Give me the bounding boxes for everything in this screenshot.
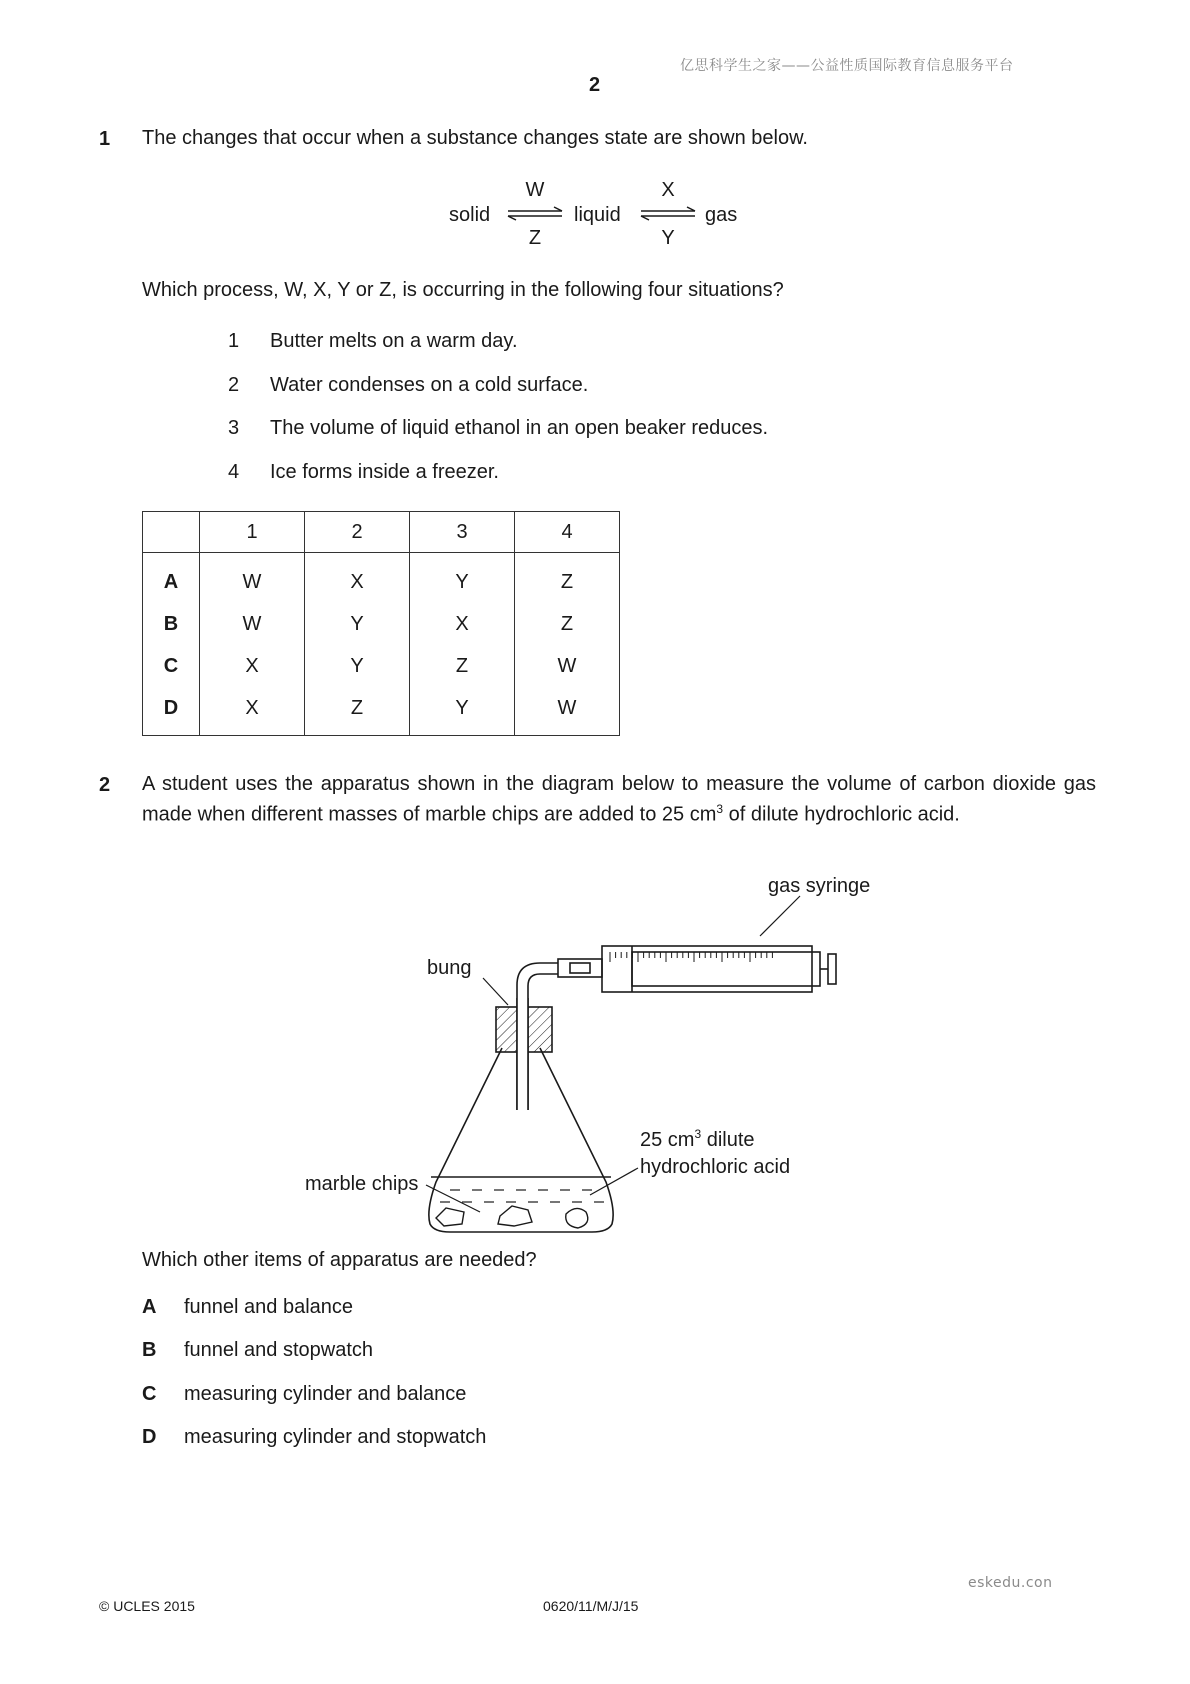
question-2-intro bbox=[142, 772, 1096, 828]
gas-syringe-label: gas syringe bbox=[768, 875, 871, 897]
table-cell: Y bbox=[305, 603, 410, 645]
option-letter: D bbox=[142, 1426, 157, 1448]
table-cell: Z bbox=[410, 645, 515, 687]
paper-code: 0620/11/M/J/15 bbox=[543, 1598, 639, 1614]
answer-table bbox=[142, 511, 620, 736]
table-cell: Z bbox=[515, 603, 620, 645]
acid-liquid bbox=[440, 1190, 604, 1202]
copyright: © UCLES 2015 bbox=[99, 1598, 195, 1614]
tube-connector bbox=[558, 959, 602, 977]
gas-syringe bbox=[602, 946, 836, 992]
table-cell: X bbox=[200, 687, 305, 736]
acid-label-line2: hydrochloric acid bbox=[640, 1156, 791, 1178]
state-gas: gas bbox=[705, 204, 738, 226]
table-cell: W bbox=[515, 687, 620, 736]
table-cell: X bbox=[305, 553, 410, 604]
option-text: funnel and balance bbox=[184, 1296, 354, 1318]
table-cell: W bbox=[200, 603, 305, 645]
situation-number: 2 bbox=[228, 374, 240, 396]
table-cell: Y bbox=[410, 687, 515, 736]
table-header-cell bbox=[143, 512, 200, 553]
situation-number: 4 bbox=[228, 461, 240, 483]
marble-chips-label: marble chips bbox=[305, 1173, 419, 1195]
table-cell: X bbox=[200, 645, 305, 687]
option-text: measuring cylinder and balance bbox=[184, 1383, 467, 1405]
option-text: funnel and stopwatch bbox=[184, 1339, 374, 1361]
table-header-cell: 2 bbox=[305, 512, 410, 553]
bung-label: bung bbox=[427, 957, 472, 979]
table-row bbox=[143, 603, 620, 645]
table-cell: Z bbox=[305, 687, 410, 736]
process-w-label: W bbox=[525, 179, 545, 201]
table-header-cell: 1 bbox=[200, 512, 305, 553]
superscript-3: 3 bbox=[716, 802, 724, 816]
option-letter: D bbox=[143, 687, 200, 736]
option-letter: C bbox=[142, 1383, 157, 1405]
site-watermark: eskedu.con bbox=[968, 1575, 1053, 1591]
apparatus-diagram bbox=[290, 870, 930, 1240]
table-row bbox=[143, 553, 620, 604]
situation-number: 3 bbox=[228, 417, 240, 439]
intro-text: A student uses the apparatus shown in the diagram below to measure the volume of carbon dioxide gas made when different masses of marble chips are added to 25 cm bbox=[142, 773, 1096, 826]
question-1-number: 1 bbox=[99, 128, 111, 150]
option-letter: A bbox=[142, 1296, 157, 1318]
table-cell: Y bbox=[305, 645, 410, 687]
equilibrium-arrow-2 bbox=[641, 207, 695, 220]
situation-text: The volume of liquid ethanol in an open beaker reduces. bbox=[270, 417, 769, 439]
table-cell: Y bbox=[410, 553, 515, 604]
table-header-row bbox=[143, 512, 620, 553]
acid-dilute: dilute bbox=[701, 1129, 755, 1151]
table-cell: Z bbox=[515, 553, 620, 604]
state-liquid: liquid bbox=[574, 204, 621, 226]
state-solid: solid bbox=[449, 204, 491, 226]
option-letter: B bbox=[142, 1339, 157, 1361]
acid-superscript: 3 bbox=[694, 1127, 702, 1141]
situation-text: Ice forms inside a freezer. bbox=[270, 461, 499, 483]
acid-volume: 25 cm bbox=[640, 1129, 695, 1151]
intro-text-end: of dilute hydrochloric acid. bbox=[723, 803, 960, 826]
table-cell: X bbox=[410, 603, 515, 645]
page-number: 2 bbox=[589, 74, 601, 96]
situation-text: Water condenses on a cold surface. bbox=[270, 374, 589, 396]
table-row bbox=[143, 645, 620, 687]
acid-label-line1 bbox=[640, 1127, 755, 1151]
process-x-label: X bbox=[661, 179, 675, 201]
question-2-prompt: Which other items of apparatus are needed? bbox=[142, 1249, 537, 1271]
process-z-label: Z bbox=[528, 227, 542, 249]
process-y-label: Y bbox=[661, 227, 675, 249]
syringe-scale bbox=[610, 952, 772, 962]
table-cell: W bbox=[515, 645, 620, 687]
state-change-diagram bbox=[440, 172, 760, 256]
table-header-cell: 4 bbox=[515, 512, 620, 553]
equilibrium-arrow-1 bbox=[508, 207, 562, 220]
marble-chips bbox=[436, 1206, 588, 1228]
table-cell: W bbox=[200, 553, 305, 604]
option-text: measuring cylinder and stopwatch bbox=[184, 1426, 487, 1448]
option-letter: B bbox=[143, 603, 200, 645]
watermark-text: 亿思科学生之家——公益性质国际教育信息服务平台 bbox=[680, 58, 1014, 74]
question-2-number: 2 bbox=[99, 774, 111, 796]
option-letter: A bbox=[143, 553, 200, 604]
table-row bbox=[143, 687, 620, 736]
question-1-prompt: Which process, W, X, Y or Z, is occurring in the following four situations? bbox=[142, 279, 784, 301]
table-header-cell: 3 bbox=[410, 512, 515, 553]
situation-number: 1 bbox=[228, 330, 240, 352]
question-1-intro: The changes that occur when a substance changes state are shown below. bbox=[142, 127, 808, 149]
option-letter: C bbox=[143, 645, 200, 687]
situation-text: Butter melts on a warm day. bbox=[270, 330, 518, 352]
